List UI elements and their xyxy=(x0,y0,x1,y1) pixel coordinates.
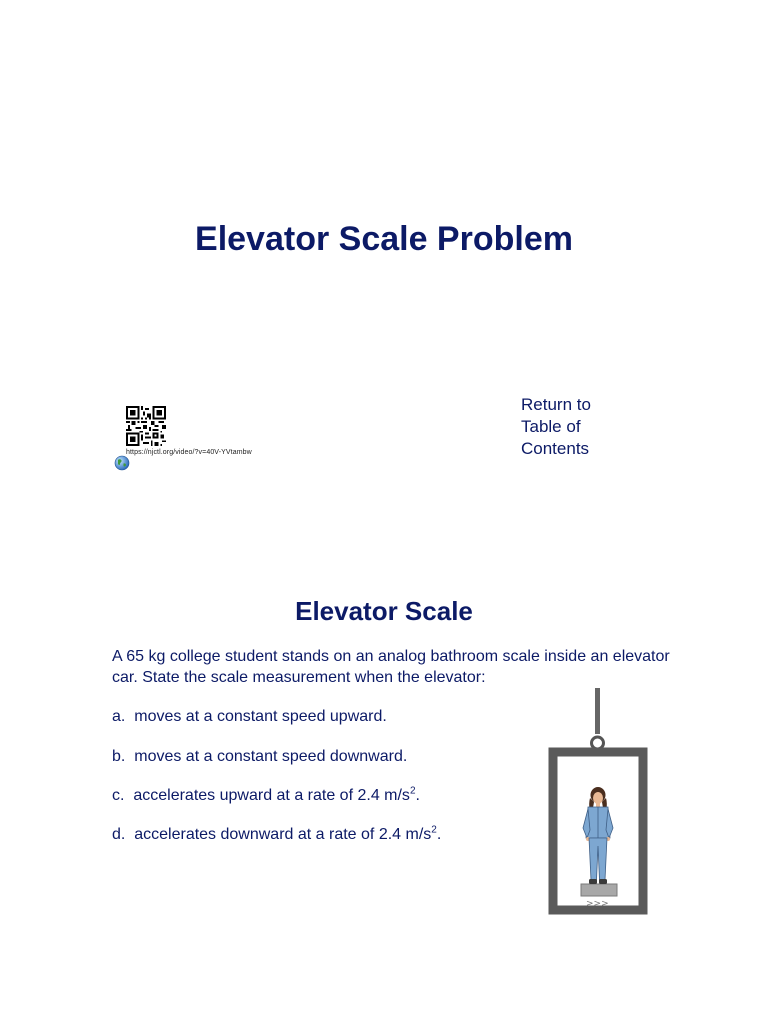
globe-icon[interactable] xyxy=(114,455,130,471)
option-exponent: 2 xyxy=(431,824,437,836)
toc-line-2: Table of xyxy=(521,417,581,436)
option-text: moves at a constant speed upward. xyxy=(134,708,387,725)
option-end: . xyxy=(415,787,420,804)
slide-title: Elevator Scale Problem xyxy=(195,220,573,258)
elevator-person-on-scale-illustration xyxy=(528,688,668,934)
option-a xyxy=(112,706,387,727)
option-text: accelerates upward at a rate of 2.4 m/s xyxy=(133,787,410,804)
option-letter: a. xyxy=(112,708,126,725)
problem-slide xyxy=(0,560,768,1024)
option-text: moves at a constant speed downward. xyxy=(134,748,408,765)
qr-url-text[interactable]: https://njctl.org/video/?v=40V-YVtambw xyxy=(126,449,252,456)
problem-statement: A 65 kg college student stands on an analog bathroom scale inside an elevator car. State the scale measurement when the elevator: xyxy=(112,648,670,686)
return-to-toc-link[interactable] xyxy=(521,394,631,460)
option-letter: c. xyxy=(112,787,125,804)
qr-code-icon xyxy=(126,406,166,446)
option-letter: d. xyxy=(112,826,126,843)
option-end: . xyxy=(436,826,442,843)
svg-text:>>>: >>> xyxy=(586,899,609,909)
option-d xyxy=(112,824,441,845)
toc-line-1: Return to xyxy=(521,395,591,414)
option-letter: b. xyxy=(112,748,126,765)
slide-title: Elevator Scale xyxy=(295,596,473,626)
option-b xyxy=(112,746,407,767)
toc-line-3: Contents xyxy=(521,439,590,458)
option-text: accelerates downward at a rate of 2.4 m/s xyxy=(134,826,432,843)
option-c xyxy=(112,785,420,806)
option-exponent: 2 xyxy=(409,785,416,797)
